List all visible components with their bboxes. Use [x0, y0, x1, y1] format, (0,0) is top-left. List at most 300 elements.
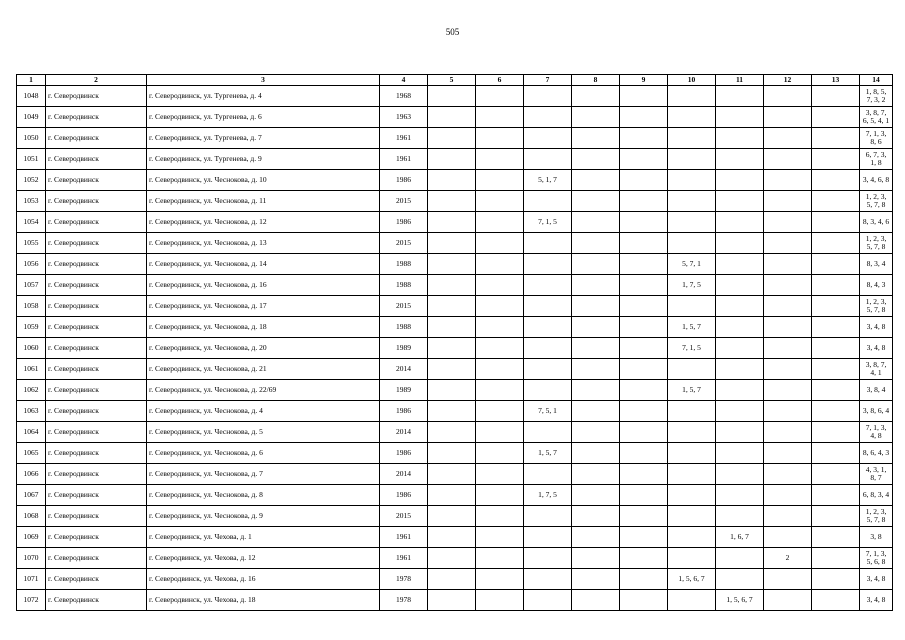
locality-cell: г. Северодвинск	[46, 317, 147, 338]
col6-cell	[476, 485, 524, 506]
address-cell: г. Северодвинск, ул. Тургенева, д. 4	[147, 86, 380, 107]
col11-cell	[716, 107, 764, 128]
col7-cell	[524, 275, 572, 296]
col9-cell	[620, 233, 668, 254]
col12-cell	[764, 317, 812, 338]
locality-cell: г. Северодвинск	[46, 485, 147, 506]
col8-cell	[572, 359, 620, 380]
col5-cell	[428, 506, 476, 527]
column-header-13: 13	[812, 75, 860, 86]
col5-cell	[428, 317, 476, 338]
col6-cell	[476, 233, 524, 254]
col14-cell: 3, 4, 8	[860, 338, 893, 359]
year-cell: 1986	[380, 443, 428, 464]
col5-cell	[428, 590, 476, 611]
col11-cell	[716, 443, 764, 464]
col5-cell	[428, 254, 476, 275]
col12-cell	[764, 422, 812, 443]
col9-cell	[620, 548, 668, 569]
col9-cell	[620, 275, 668, 296]
col11-cell	[716, 506, 764, 527]
col11-cell	[716, 359, 764, 380]
table-row	[17, 359, 893, 380]
col9-cell	[620, 128, 668, 149]
table-row	[17, 338, 893, 359]
col14-cell: 3, 4, 8	[860, 317, 893, 338]
col10-cell	[668, 359, 716, 380]
column-header-3: 3	[147, 75, 380, 86]
col14-cell: 8, 6, 4, 3	[860, 443, 893, 464]
col13-cell	[812, 380, 860, 401]
col9-cell	[620, 170, 668, 191]
col8-cell	[572, 254, 620, 275]
col14-cell: 1, 2, 3, 5, 7, 8	[860, 296, 893, 317]
col5-cell	[428, 422, 476, 443]
col6-cell	[476, 149, 524, 170]
locality-cell: г. Северодвинск	[46, 86, 147, 107]
col7-cell	[524, 86, 572, 107]
col10-cell	[668, 233, 716, 254]
col13-cell	[812, 548, 860, 569]
col10-cell	[668, 191, 716, 212]
address-cell: г. Северодвинск, ул. Чеснокова, д. 12	[147, 212, 380, 233]
address-cell: г. Северодвинск, ул. Чеснокова, д. 20	[147, 338, 380, 359]
locality-cell: г. Северодвинск	[46, 548, 147, 569]
col14-cell: 3, 8	[860, 527, 893, 548]
col6-cell	[476, 254, 524, 275]
table-row	[17, 527, 893, 548]
col6-cell	[476, 275, 524, 296]
col10-cell	[668, 590, 716, 611]
col11-cell	[716, 401, 764, 422]
locality-cell: г. Северодвинск	[46, 149, 147, 170]
col12-cell	[764, 506, 812, 527]
page-number: 505	[445, 27, 460, 37]
col12-cell	[764, 569, 812, 590]
row-number-cell: 1049	[17, 107, 46, 128]
col11-cell	[716, 548, 764, 569]
locality-cell: г. Северодвинск	[46, 233, 147, 254]
table-row	[17, 170, 893, 191]
row-number-cell: 1071	[17, 569, 46, 590]
address-cell: г. Северодвинск, ул. Чеснокова, д. 9	[147, 506, 380, 527]
col11-cell	[716, 254, 764, 275]
row-number-cell: 1059	[17, 317, 46, 338]
table-row	[17, 296, 893, 317]
col13-cell	[812, 443, 860, 464]
col12-cell	[764, 464, 812, 485]
col10-cell: 7, 1, 5	[668, 338, 716, 359]
year-cell: 1988	[380, 254, 428, 275]
row-number-cell: 1054	[17, 212, 46, 233]
col14-cell: 1, 8, 5, 7, 3, 2	[860, 86, 893, 107]
col13-cell	[812, 506, 860, 527]
row-number-cell: 1056	[17, 254, 46, 275]
table-row	[17, 275, 893, 296]
col10-cell	[668, 128, 716, 149]
col12-cell	[764, 485, 812, 506]
col10-cell	[668, 506, 716, 527]
col10-cell: 1, 5, 7	[668, 317, 716, 338]
col9-cell	[620, 254, 668, 275]
col5-cell	[428, 338, 476, 359]
col7-cell	[524, 296, 572, 317]
year-cell: 2015	[380, 233, 428, 254]
col13-cell	[812, 338, 860, 359]
table-row	[17, 107, 893, 128]
address-cell: г. Северодвинск, ул. Чеснокова, д. 18	[147, 317, 380, 338]
col9-cell	[620, 401, 668, 422]
col7-cell: 7, 1, 5	[524, 212, 572, 233]
col13-cell	[812, 149, 860, 170]
year-cell: 1963	[380, 107, 428, 128]
col8-cell	[572, 86, 620, 107]
year-cell: 1961	[380, 527, 428, 548]
col9-cell	[620, 443, 668, 464]
year-cell: 1968	[380, 86, 428, 107]
address-cell: г. Северодвинск, ул. Чеснокова, д. 21	[147, 359, 380, 380]
column-header-11: 11	[716, 75, 764, 86]
col8-cell	[572, 506, 620, 527]
col11-cell: 1, 5, 6, 7	[716, 590, 764, 611]
locality-cell: г. Северодвинск	[46, 527, 147, 548]
col13-cell	[812, 233, 860, 254]
col13-cell	[812, 275, 860, 296]
locality-cell: г. Северодвинск	[46, 107, 147, 128]
year-cell: 1978	[380, 569, 428, 590]
col10-cell	[668, 170, 716, 191]
col11-cell	[716, 464, 764, 485]
col8-cell	[572, 443, 620, 464]
col12-cell	[764, 254, 812, 275]
row-number-cell: 1064	[17, 422, 46, 443]
col14-cell: 3, 4, 8	[860, 590, 893, 611]
col13-cell	[812, 359, 860, 380]
year-cell: 1989	[380, 380, 428, 401]
col6-cell	[476, 296, 524, 317]
col7-cell: 1, 7, 5	[524, 485, 572, 506]
col6-cell	[476, 548, 524, 569]
row-number-cell: 1052	[17, 170, 46, 191]
row-number-cell: 1057	[17, 275, 46, 296]
col13-cell	[812, 401, 860, 422]
year-cell: 1988	[380, 317, 428, 338]
col12-cell	[764, 590, 812, 611]
col6-cell	[476, 569, 524, 590]
col13-cell	[812, 569, 860, 590]
table-row	[17, 443, 893, 464]
col6-cell	[476, 107, 524, 128]
column-header-1: 1	[17, 75, 46, 86]
col7-cell	[524, 590, 572, 611]
col12-cell	[764, 212, 812, 233]
col7-cell	[524, 254, 572, 275]
address-cell: г. Северодвинск, ул. Чеснокова, д. 16	[147, 275, 380, 296]
row-number-cell: 1061	[17, 359, 46, 380]
column-header-2: 2	[46, 75, 147, 86]
col11-cell	[716, 149, 764, 170]
col6-cell	[476, 401, 524, 422]
col12-cell: 2	[764, 548, 812, 569]
col10-cell	[668, 464, 716, 485]
col9-cell	[620, 359, 668, 380]
col5-cell	[428, 485, 476, 506]
address-cell: г. Северодвинск, ул. Чеснокова, д. 13	[147, 233, 380, 254]
row-number-cell: 1068	[17, 506, 46, 527]
col8-cell	[572, 275, 620, 296]
address-cell: г. Северодвинск, ул. Чеснокова, д. 14	[147, 254, 380, 275]
col5-cell	[428, 359, 476, 380]
col8-cell	[572, 170, 620, 191]
col12-cell	[764, 443, 812, 464]
row-number-cell: 1058	[17, 296, 46, 317]
col8-cell	[572, 107, 620, 128]
col6-cell	[476, 590, 524, 611]
col9-cell	[620, 191, 668, 212]
col13-cell	[812, 128, 860, 149]
col11-cell	[716, 128, 764, 149]
column-header-5: 5	[428, 75, 476, 86]
col7-cell	[524, 317, 572, 338]
col9-cell	[620, 464, 668, 485]
col13-cell	[812, 590, 860, 611]
col6-cell	[476, 317, 524, 338]
locality-cell: г. Северодвинск	[46, 380, 147, 401]
col6-cell	[476, 464, 524, 485]
locality-cell: г. Северодвинск	[46, 191, 147, 212]
locality-cell: г. Северодвинск	[46, 275, 147, 296]
col13-cell	[812, 464, 860, 485]
col5-cell	[428, 401, 476, 422]
col8-cell	[572, 569, 620, 590]
address-cell: г. Северодвинск, ул. Тургенева, д. 7	[147, 128, 380, 149]
table-row	[17, 191, 893, 212]
address-cell: г. Северодвинск, ул. Чеснокова, д. 22/69	[147, 380, 380, 401]
address-cell: г. Северодвинск, ул. Чеснокова, д. 8	[147, 485, 380, 506]
col9-cell	[620, 485, 668, 506]
col13-cell	[812, 485, 860, 506]
col11-cell	[716, 317, 764, 338]
table-body	[17, 86, 893, 611]
table-row	[17, 212, 893, 233]
col8-cell	[572, 527, 620, 548]
address-cell: г. Северодвинск, ул. Чеснокова, д. 10	[147, 170, 380, 191]
col13-cell	[812, 170, 860, 191]
row-number-cell: 1060	[17, 338, 46, 359]
col7-cell	[524, 128, 572, 149]
year-cell: 2015	[380, 191, 428, 212]
table-row	[17, 569, 893, 590]
col7-cell: 1, 5, 7	[524, 443, 572, 464]
col11-cell	[716, 275, 764, 296]
col7-cell	[524, 422, 572, 443]
col10-cell	[668, 527, 716, 548]
col13-cell	[812, 527, 860, 548]
row-number-cell: 1062	[17, 380, 46, 401]
address-cell: г. Северодвинск, ул. Тургенева, д. 6	[147, 107, 380, 128]
col8-cell	[572, 149, 620, 170]
col12-cell	[764, 338, 812, 359]
col6-cell	[476, 128, 524, 149]
col11-cell	[716, 380, 764, 401]
col7-cell	[524, 548, 572, 569]
col5-cell	[428, 212, 476, 233]
col6-cell	[476, 212, 524, 233]
col9-cell	[620, 86, 668, 107]
col9-cell	[620, 338, 668, 359]
address-cell: г. Северодвинск, ул. Чеснокова, д. 11	[147, 191, 380, 212]
table-row	[17, 506, 893, 527]
col8-cell	[572, 233, 620, 254]
col13-cell	[812, 191, 860, 212]
col8-cell	[572, 422, 620, 443]
col12-cell	[764, 170, 812, 191]
col13-cell	[812, 296, 860, 317]
col9-cell	[620, 107, 668, 128]
col7-cell	[524, 359, 572, 380]
table-row	[17, 149, 893, 170]
year-cell: 1986	[380, 485, 428, 506]
col7-cell	[524, 506, 572, 527]
row-number-cell: 1066	[17, 464, 46, 485]
col14-cell: 3, 8, 6, 4	[860, 401, 893, 422]
year-cell: 1961	[380, 128, 428, 149]
col14-cell: 3, 8, 4	[860, 380, 893, 401]
col11-cell	[716, 233, 764, 254]
col8-cell	[572, 338, 620, 359]
col12-cell	[764, 359, 812, 380]
col7-cell	[524, 380, 572, 401]
row-number-cell: 1051	[17, 149, 46, 170]
locality-cell: г. Северодвинск	[46, 338, 147, 359]
col12-cell	[764, 296, 812, 317]
col10-cell: 1, 5, 6, 7	[668, 569, 716, 590]
col7-cell	[524, 464, 572, 485]
address-cell: г. Северодвинск, ул. Чехова, д. 1	[147, 527, 380, 548]
year-cell: 1961	[380, 149, 428, 170]
col7-cell	[524, 233, 572, 254]
col8-cell	[572, 191, 620, 212]
col14-cell: 7, 1, 3, 5, 6, 8	[860, 548, 893, 569]
table-row	[17, 128, 893, 149]
year-cell: 1961	[380, 548, 428, 569]
col7-cell	[524, 149, 572, 170]
col8-cell	[572, 548, 620, 569]
col6-cell	[476, 359, 524, 380]
table-header	[17, 75, 893, 86]
col9-cell	[620, 506, 668, 527]
col10-cell	[668, 86, 716, 107]
col5-cell	[428, 527, 476, 548]
table-row	[17, 401, 893, 422]
col12-cell	[764, 191, 812, 212]
row-number-cell: 1067	[17, 485, 46, 506]
col7-cell	[524, 569, 572, 590]
header-row	[17, 75, 893, 86]
col14-cell: 1, 2, 3, 5, 7, 8	[860, 191, 893, 212]
col8-cell	[572, 296, 620, 317]
table-row	[17, 380, 893, 401]
col9-cell	[620, 422, 668, 443]
col14-cell: 8, 3, 4	[860, 254, 893, 275]
col14-cell: 1, 2, 3, 5, 7, 8	[860, 506, 893, 527]
col14-cell: 1, 2, 3, 5, 7, 8	[860, 233, 893, 254]
col13-cell	[812, 317, 860, 338]
col12-cell	[764, 233, 812, 254]
address-cell: г. Северодвинск, ул. Чеснокова, д. 7	[147, 464, 380, 485]
locality-cell: г. Северодвинск	[46, 212, 147, 233]
col14-cell: 6, 8, 3, 4	[860, 485, 893, 506]
address-cell: г. Северодвинск, ул. Чехова, д. 16	[147, 569, 380, 590]
col5-cell	[428, 149, 476, 170]
year-cell: 2015	[380, 296, 428, 317]
col10-cell	[668, 149, 716, 170]
col14-cell: 7, 1, 3, 8, 6	[860, 128, 893, 149]
table-row	[17, 464, 893, 485]
table-row	[17, 548, 893, 569]
table-row	[17, 485, 893, 506]
row-number-cell: 1063	[17, 401, 46, 422]
year-cell: 2014	[380, 464, 428, 485]
locality-cell: г. Северодвинск	[46, 254, 147, 275]
col11-cell	[716, 422, 764, 443]
col12-cell	[764, 401, 812, 422]
col14-cell: 4, 3, 1, 8, 7	[860, 464, 893, 485]
col11-cell	[716, 212, 764, 233]
col10-cell	[668, 401, 716, 422]
col8-cell	[572, 401, 620, 422]
col5-cell	[428, 191, 476, 212]
col7-cell: 5, 1, 7	[524, 170, 572, 191]
col12-cell	[764, 380, 812, 401]
year-cell: 1988	[380, 275, 428, 296]
col10-cell: 5, 7, 1	[668, 254, 716, 275]
col7-cell	[524, 107, 572, 128]
col10-cell	[668, 485, 716, 506]
col10-cell: 1, 5, 7	[668, 380, 716, 401]
col13-cell	[812, 86, 860, 107]
table-row	[17, 233, 893, 254]
col8-cell	[572, 380, 620, 401]
year-cell: 1986	[380, 170, 428, 191]
col7-cell: 7, 5, 1	[524, 401, 572, 422]
housing-registry-table	[16, 74, 893, 611]
row-number-cell: 1065	[17, 443, 46, 464]
col13-cell	[812, 422, 860, 443]
col5-cell	[428, 548, 476, 569]
row-number-cell: 1050	[17, 128, 46, 149]
locality-cell: г. Северодвинск	[46, 170, 147, 191]
row-number-cell: 1072	[17, 590, 46, 611]
col12-cell	[764, 86, 812, 107]
col14-cell: 6, 7, 3, 1, 8	[860, 149, 893, 170]
col11-cell	[716, 296, 764, 317]
col14-cell: 8, 4, 3	[860, 275, 893, 296]
col11-cell	[716, 338, 764, 359]
col6-cell	[476, 380, 524, 401]
col9-cell	[620, 212, 668, 233]
column-header-4: 4	[380, 75, 428, 86]
col12-cell	[764, 149, 812, 170]
col9-cell	[620, 317, 668, 338]
column-header-8: 8	[572, 75, 620, 86]
col6-cell	[476, 170, 524, 191]
col7-cell	[524, 527, 572, 548]
col6-cell	[476, 443, 524, 464]
col14-cell: 8, 3, 4, 6	[860, 212, 893, 233]
col6-cell	[476, 527, 524, 548]
col11-cell	[716, 86, 764, 107]
